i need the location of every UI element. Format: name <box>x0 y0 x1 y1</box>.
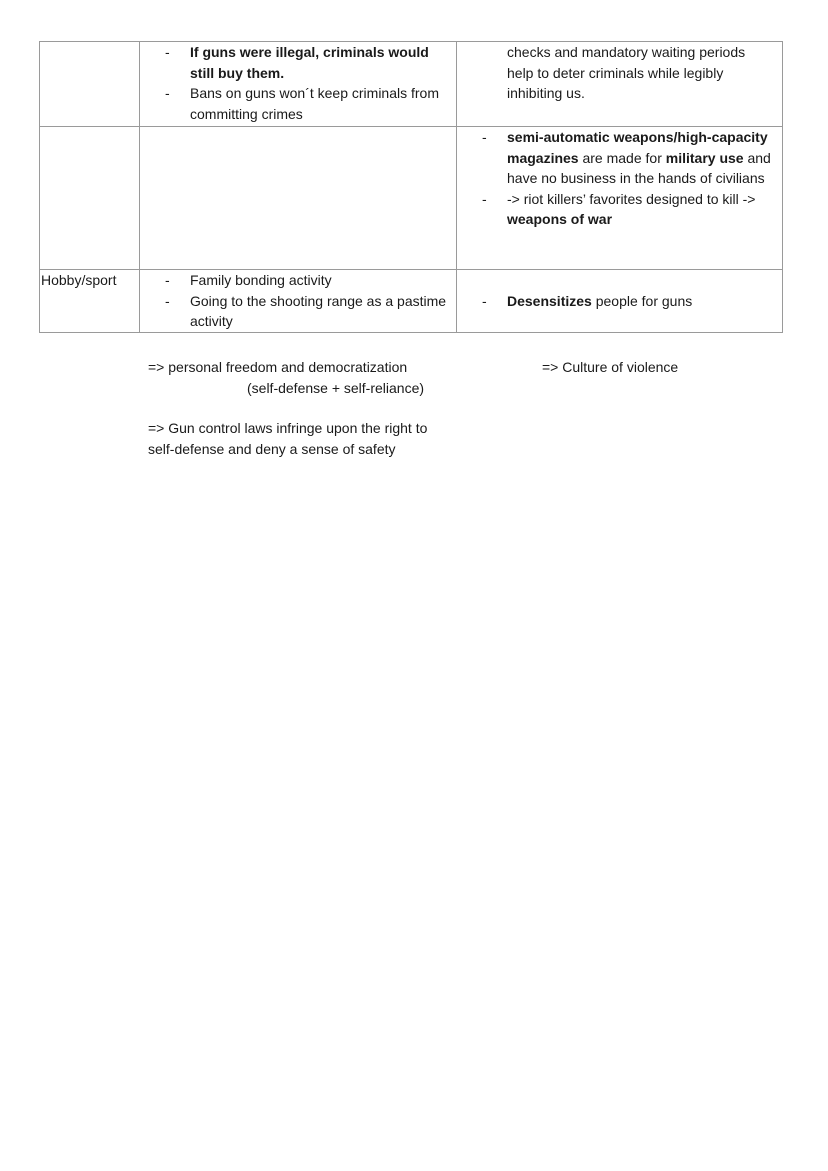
contra-arguments-cell <box>457 270 783 333</box>
category-cell <box>40 42 140 127</box>
conclusion-line: (self-defense + self-reliance) <box>247 379 425 396</box>
contra-arguments-cell <box>457 127 783 270</box>
table-row <box>40 270 783 333</box>
bold-term: military use <box>665 149 744 166</box>
bold-argument: If guns were illegal, criminals would still buy them. <box>190 44 429 81</box>
list-item <box>140 42 456 83</box>
bold-term: Desensitizes <box>507 292 592 309</box>
table-row <box>40 42 783 127</box>
list-item <box>457 127 782 189</box>
argument-text: people for guns <box>591 292 693 309</box>
contra-arguments-cell <box>457 42 783 127</box>
dash-bullet: - <box>482 292 487 309</box>
list-item <box>140 291 456 332</box>
contra-argument-list <box>457 291 782 312</box>
dash-bullet: - <box>165 272 170 288</box>
list-item <box>457 189 782 230</box>
conclusion-line: => personal freedom and democratization <box>148 359 408 375</box>
pro-argument-list <box>140 42 456 124</box>
dash-bullet: - <box>165 44 170 60</box>
contra-conclusion: => Culture of violence <box>542 359 679 375</box>
argument-text: and have no business in the hands of civilians <box>507 149 771 186</box>
argument-table <box>39 41 783 333</box>
pro-arguments-cell <box>140 127 457 270</box>
pro-summary-note: => Gun control laws infringe upon the right to self-defense and deny a sense of safety <box>148 420 428 457</box>
list-item <box>457 291 782 312</box>
argument-text: are made for <box>578 149 666 166</box>
argument-text: Bans on guns won´t keep criminals from committing crimes <box>190 85 439 122</box>
dash-bullet: - <box>482 129 487 145</box>
table-row <box>40 127 783 270</box>
list-item <box>140 270 456 291</box>
dash-bullet: - <box>165 85 170 101</box>
bold-term: semi-automatic weapons/high-capacity magazines <box>507 129 768 166</box>
argument-text: Family bonding activity <box>190 272 332 288</box>
argument-text: Going to the shooting range as a pastime activity <box>190 292 447 329</box>
argument-text: -> riot killers’ favorites designed to kill -> <box>507 190 756 207</box>
bold-term: weapons of war <box>507 211 613 227</box>
category-cell: Hobby/sport <box>40 270 140 333</box>
continued-argument-text: checks and mandatory waiting periods help to deter criminals while legibly inhibiting us. <box>507 44 746 101</box>
dash-bullet: - <box>482 190 487 207</box>
pro-argument-list <box>140 270 456 332</box>
pro-arguments-cell <box>140 42 457 127</box>
pro-arguments-cell <box>140 270 457 333</box>
list-item <box>140 83 456 124</box>
category-cell <box>40 127 140 270</box>
pro-conclusion <box>148 357 448 398</box>
dash-bullet: - <box>165 292 170 309</box>
contra-argument-list <box>457 127 782 230</box>
